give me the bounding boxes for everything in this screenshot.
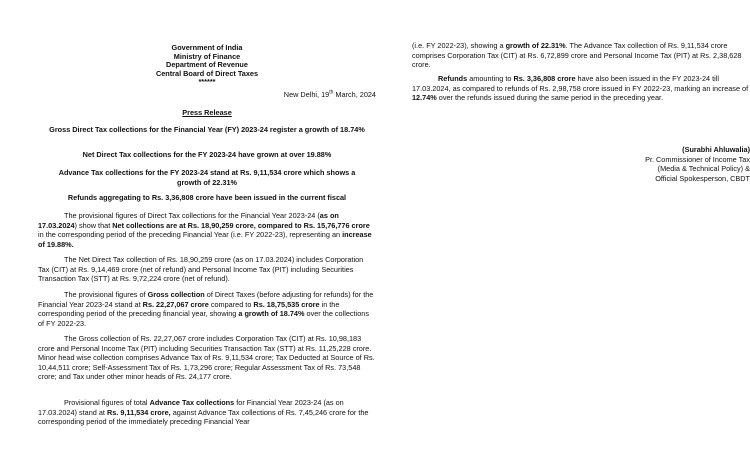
text-run: in the corresponding period of the preceding Financial Year (i.e. FY 2022-23), representing an: [38, 230, 343, 240]
letterhead-line-government: Government of India: [171, 43, 243, 52]
paragraph-gross-collections: [38, 290, 376, 328]
letterhead-stars: ******: [198, 77, 216, 87]
paragraph-advance-tax: [38, 398, 376, 427]
headline-2: Net Direct Tax collections for the FY 2023-24 have grown at over 19.88%: [82, 150, 332, 159]
letterhead-line-ministry: Ministry of Finance: [173, 51, 241, 61]
paragraph-net-breakup: [38, 255, 376, 284]
paragraph-refunds: [412, 74, 750, 103]
press-release-title: Press Release: [182, 108, 232, 117]
letterhead-line-department: Department of Revenue: [166, 60, 248, 70]
dateline-sup: th: [329, 89, 334, 96]
dateline: [38, 90, 376, 100]
signature-title-3: Official Spokesperson, CBDT: [655, 173, 750, 183]
text-run: of Direct Taxes (before adjusting for refunds) for the Financial Year 2023-24 stand at: [38, 290, 374, 309]
letterhead-line-cbdt: Central Board of Direct Taxes: [155, 68, 259, 78]
bold-text-run: Refunds: [438, 74, 468, 83]
paragraph-net-collections: [38, 211, 376, 249]
bold-text-run: as on 17.03.2024: [38, 211, 339, 230]
bold-text-run: a growth of 18.74%: [238, 309, 305, 319]
text-run: have also been issued in the FY 2023-24 till 17.03.2024, as compared to refunds of Rs. 2,98,758 crore issued in FY 2022-23, marking an increase of: [412, 74, 749, 93]
letterhead: [38, 44, 376, 87]
text-run: ) show that: [74, 220, 113, 230]
dateline-suffix: March, 2024: [333, 90, 376, 99]
text-run: The provisional figures of: [64, 290, 148, 299]
text-run: amounting to: [467, 74, 514, 83]
bold-text-run: Rs. 18,75,535 crore: [253, 299, 320, 309]
text-run: compared to: [208, 299, 254, 309]
text-run: Provisional figures of total: [64, 398, 150, 407]
bold-text-run: growth of 22.31%: [505, 41, 566, 50]
text-run: for Financial Year 2023-24 (as on 17.03.2024) stand at: [38, 398, 344, 417]
text-run: The Gross collection of Rs. 22,27,067 crore includes Corporation Tax (CIT) at Rs. 10,98,183 crore and Personal Income Tax (PIT) including Securities Transaction Tax (STT) at Rs. 11,25,228 crore. Minor head wise collection comprises Advance Tax of Rs. 9,11,534 crore; Tax Deducted at Source of Rs. 10,44,511 crore; Self-Assessment Tax of Rs. 1,73,296 crore; Regular Assessment Tax of Rs. 73,548 crore; and Tax under other minor heads of Rs. 24,177 crore.: [38, 334, 375, 382]
text-run: The provisional figures of Direct Tax collections for the Financial Year 2023-24 (: [64, 211, 320, 220]
signature-block: [412, 145, 750, 183]
headline-1: Gross Direct Tax collections for the Financial Year (FY) 2023-24 register a growth of 18.74%: [49, 125, 365, 134]
bold-text-run: Rs. 22,27,067 crore: [142, 299, 209, 309]
text-run: . The Advance Tax collection of Rs. 9,11,534 crore comprises Corporation Tax (CIT) at Rs. 6,72,899 crore and Personal Income Tax (PIT) at Rs. 2,38,628 crore.: [412, 41, 742, 70]
text-run: against Advance Tax collections of Rs. 7,45,246 crore for the corresponding period of the immediately preceding Financial Year: [38, 407, 369, 427]
signature-title-1: Pr. Commissioner of Income Tax: [645, 154, 750, 164]
bold-text-run: Rs. 3,36,808 crore: [513, 74, 576, 83]
text-run: over the refunds issued during the same period in the preceding year.: [436, 93, 664, 103]
paragraph-gross-breakup: [38, 334, 376, 382]
dateline-prefix: New Delhi, 19: [283, 90, 330, 99]
bold-text-run: Net collections are at Rs. 18,90,259 crore, compared to Rs. 15,76,776 crore: [112, 220, 370, 230]
signature-name: (Surabhi Ahluwalia): [682, 145, 750, 154]
headline-4: Refunds aggregating to Rs. 3,36,808 crore have been issued in the current fiscal: [67, 193, 347, 202]
text-run: over the collections of FY 2022-23.: [38, 309, 369, 328]
headline-3: Advance Tax collections for the FY 2023-24 stand at Rs. 9,11,534 crore which shows a growth of 22.31%: [58, 168, 356, 187]
bold-text-run: Gross collection: [147, 290, 205, 299]
signature-title-2: (Media & Technical Policy) &: [657, 164, 750, 174]
bold-text-run: Rs. 9,11,534 crore,: [106, 407, 171, 417]
text-run: (i.e. FY 2022-23), showing a: [412, 41, 506, 50]
text-run: The Net Direct Tax collection of Rs. 18,90,259 crore (as on 17.03.2024) includes Corporation Tax (CIT) at Rs. 9,14,469 crore (net of refund) and Personal Income Tax (PIT) including Securities Transaction Tax (STT) at Rs. 9,72,224 crore (net of refund).: [38, 255, 364, 284]
bold-text-run: increase of 19.88%.: [38, 230, 372, 249]
paragraph-advance-tax-continued: [412, 41, 750, 70]
bold-text-run: 12.74%: [412, 93, 437, 103]
text-run: in the corresponding period of the preceding financial year, showing: [38, 299, 340, 319]
bold-text-run: Advance Tax collections: [149, 398, 235, 407]
